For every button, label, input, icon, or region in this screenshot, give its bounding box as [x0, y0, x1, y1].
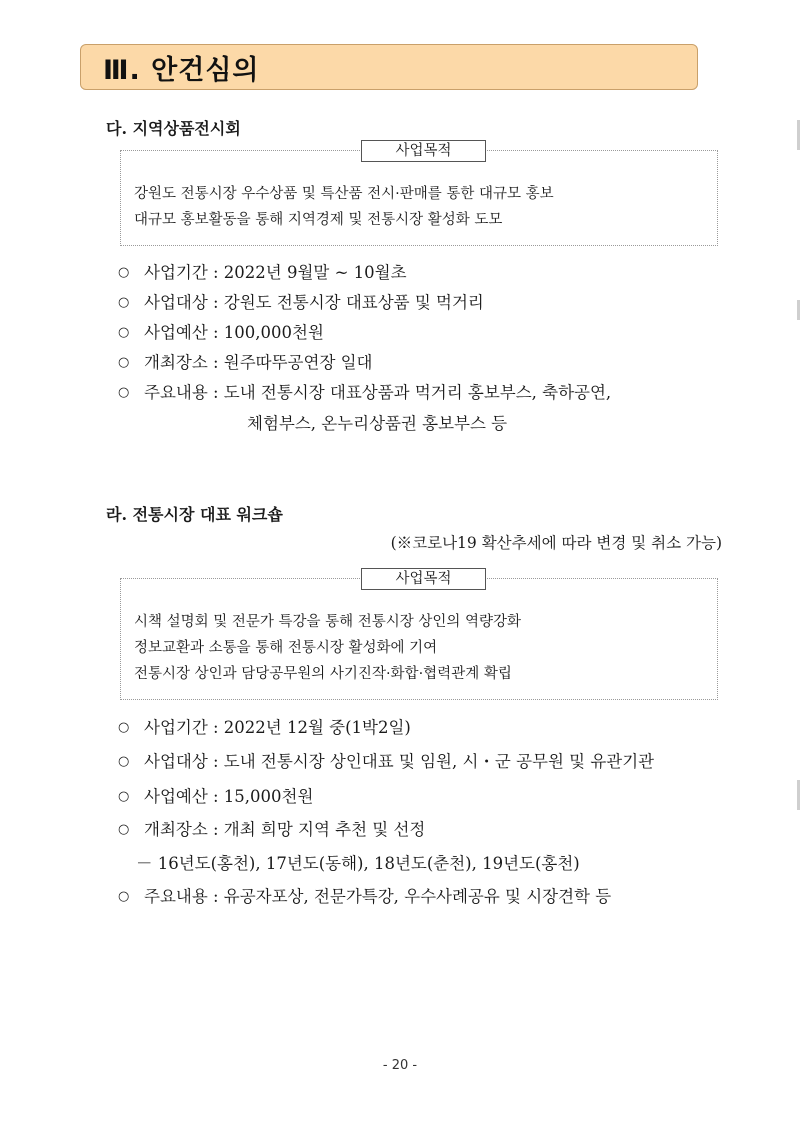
section-ra-purpose-line: 정보교환과 소통을 통해 전통시장 활성화에 기여	[134, 640, 438, 656]
bullet-icon: ○	[118, 295, 130, 310]
section-da-purpose-line: 강원도 전통시장 우수상품 및 특산품 전시·판매를 통한 대규모 홍보	[134, 186, 554, 202]
section-ra-note: (※코로나19 확산추세에 따라 변경 및 취소 가능)	[390, 534, 722, 552]
bullet-icon: ○	[118, 355, 130, 370]
section-ra-item: ○ 개최장소 : 개최 희망 지역 추천 및 선정	[118, 820, 426, 839]
bullet-icon: ○	[118, 265, 130, 280]
section-ra-title: 라. 전통시장 대표 워크숍	[106, 505, 283, 524]
bullet-icon: ○	[118, 889, 130, 904]
section-da-item: ○ 주요내용 : 도내 전통시장 대표상품과 먹거리 홍보부스, 축하공연,	[118, 383, 612, 402]
section-da-item: ○ 사업대상 : 강원도 전통시장 대표상품 및 먹거리	[118, 293, 484, 312]
section-ra-sub-item: － 16년도(홍천), 17년도(동해), 18년도(춘천), 19년도(홍천)	[136, 854, 580, 873]
section-ra-purpose-box	[120, 571, 718, 700]
section-ra-purpose-line: 시책 설명회 및 전문가 특강을 통해 전통시장 상인의 역량강화	[134, 614, 522, 630]
section-da-item-continuation: 체험부스, 온누리상품권 홍보부스 등	[247, 414, 508, 433]
chapter-title-banner	[80, 44, 698, 90]
section-ra-item: ○ 사업예산 : 15,000천원	[118, 787, 314, 806]
bullet-icon: ○	[118, 789, 130, 804]
bullet-icon: ○	[118, 385, 130, 400]
section-ra-purpose-label: 사업목적	[361, 568, 486, 590]
section-da-item: ○ 개최장소 : 원주따뚜공연장 일대	[118, 353, 373, 372]
bullet-icon: ○	[118, 754, 130, 769]
section-da-purpose-box	[120, 143, 718, 246]
page-number: - 20 -	[382, 1058, 418, 1073]
bullet-icon: ○	[118, 720, 130, 735]
section-da-purpose-label: 사업목적	[361, 140, 486, 162]
bullet-icon: ○	[118, 325, 130, 340]
section-da-purpose-line: 대규모 홍보활동을 통해 지역경제 및 전통시장 활성화 도모	[134, 212, 503, 228]
section-ra-item: ○ 주요내용 : 유공자포상, 전문가특강, 우수사례공유 및 시장견학 등	[118, 887, 612, 906]
bullet-icon: ○	[118, 822, 130, 837]
section-da-item: ○ 사업기간 : 2022년 9월말 ~ 10월초	[118, 263, 407, 282]
section-da-item: ○ 사업예산 : 100,000천원	[118, 323, 324, 342]
chapter-title: Ⅲ. 안건심의	[103, 54, 260, 86]
section-ra-item: ○ 사업대상 : 도내 전통시장 상인대표 및 임원, 시・군 공무원 및 유관기관	[118, 752, 655, 771]
section-da-title: 다. 지역상품전시회	[106, 119, 241, 138]
section-ra-item: ○ 사업기간 : 2022년 12월 중(1박2일)	[118, 718, 411, 737]
section-ra-purpose-line: 전통시장 상인과 담당공무원의 사기진작·화합·협력관계 확립	[134, 666, 512, 682]
